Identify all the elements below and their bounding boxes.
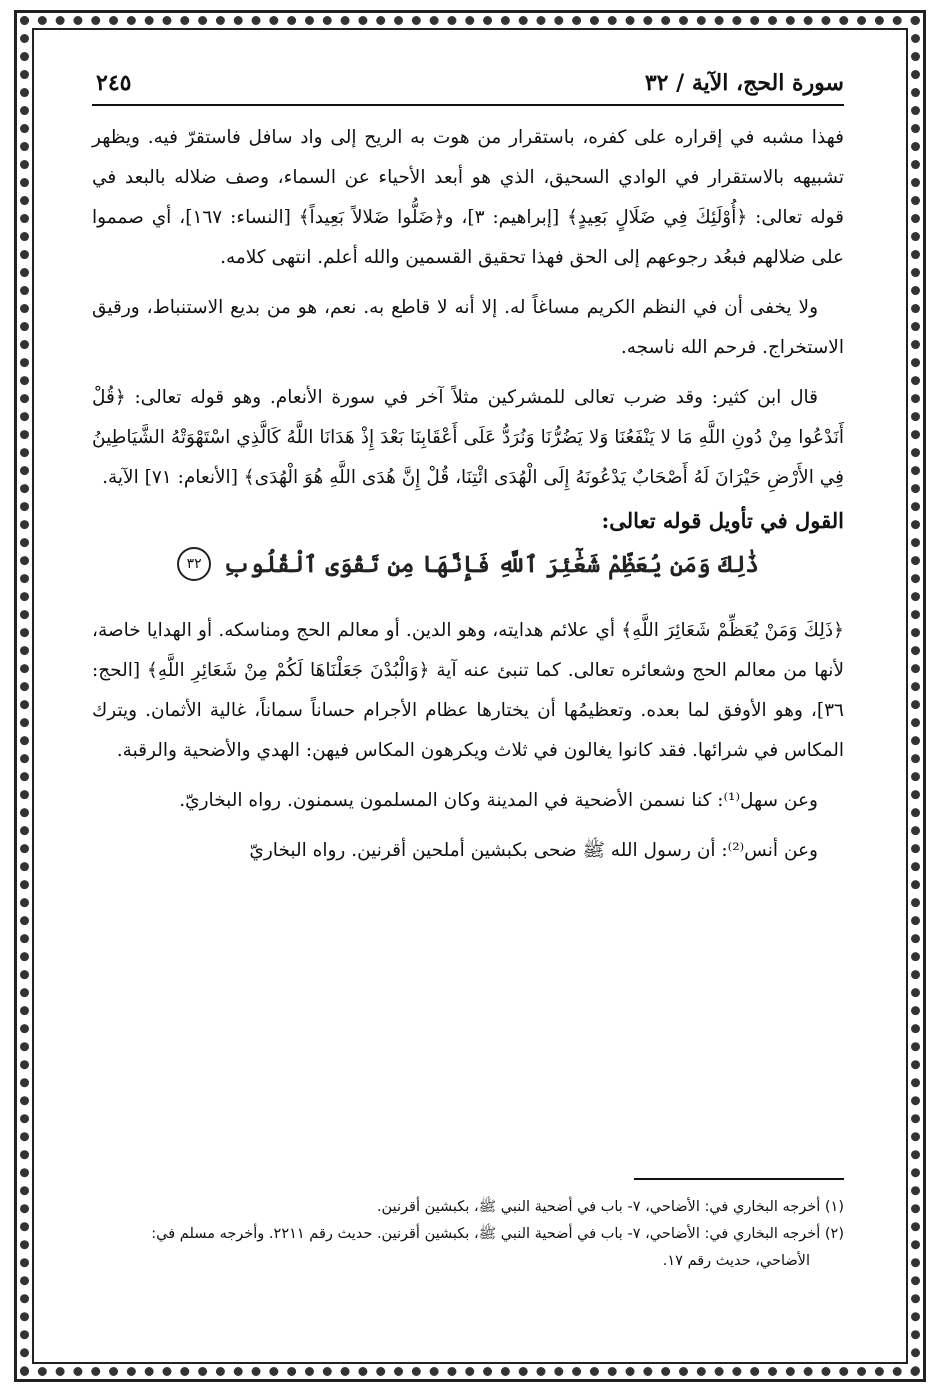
header-rule: [92, 104, 844, 106]
commentary-paragraph: وعن سهل⁽¹⁾: كنا نسمن الأضحية في المدينة وكان المسلمون يسمنون. رواه البخاريّ.: [179, 790, 818, 811]
footnote: (٢) أخرجه البخاري في: الأضاحي، ٧- باب في أضحية النبي ﷺ، بكبشين أقرنين. حديث رقم ٢٢١١. وأخرجه مسلم في: الأضاحي، حديث رقم ١٧.: [151, 1226, 844, 1269]
footnote-rule: [634, 1178, 844, 1180]
page-number: ٢٤٥: [96, 70, 132, 96]
page-header: [92, 60, 844, 104]
paragraph: ولا يخفى أن في النظم الكريم مساغاً له. إلا أنه لا قاطع به. نعم، هو من بديع الاستنباط، ورقيق الاستخراج. فرحم الله ناسجه.: [92, 297, 844, 358]
quran-verse: [92, 547, 844, 581]
verse-number-marker: ٣٢: [177, 547, 211, 581]
paragraph: قال ابن كثير: وقد ضرب تعالى للمشركين مثلاً آخر في سورة الأنعام. وهو قوله تعالى: ﴿قُلْ أَنَدْعُوا مِنْ دُونِ اللَّهِ مَا لا يَنْفَعُنَا وَلا يَضُرُّنَا وَنُرَدُّ عَلَى أَعْقَابِنَا بَعْدَ إِذْ هَدَانَا اللَّهُ كَالَّذِي اسْتَهْوَتْهُ الشَّيَاطِينُ فِي الأَرْضِ حَيْرَانَ لَهُ أَصْحَابٌ يَدْعُونَهُ إِلَى الْهُدَى ائْتِنَا، قُلْ إِنَّ هُدَى اللَّهِ هُوَ الْهُدَى﴾ [الأنعام: ٧١] الآية.: [92, 387, 844, 488]
paragraph: فهذا مشبه في إقراره على كفره، باستقرار من هوت به الريح إلى واد سافل فاستقرّ فيه. ويظهر تشبيهه بالاستقرار في الوادي السحيق، الذي هو أبعد الأحياء عن السماء، وصف ضلاله بالبعد في قوله تعالى: ﴿أُوْلَئِكَ فِي ضَلَالٍ بَعِيدٍ﴾ [إبراهيم: ٣]، و﴿ضَلُّوا ضَلالاً بَعِيداً﴾ [النساء: ١٦٧]، أي صمموا على ضلالهم فبعُد رجوعهم إلى الحق فهذا تحقيق القسمين والله أعلم. انتهى كلامه.: [92, 127, 844, 268]
book-page: [92, 60, 844, 1310]
page-body: [92, 118, 844, 881]
verse-text: ذَٰلِكَ وَمَن يُعَظِّمْ شَعَٰٓئِرَ ٱللَّهِ فَإِنَّهَا مِن تَقْوَى ٱلْقُلُوبِ: [223, 550, 759, 578]
running-title: سورة الحج، الآية / ٣٢: [644, 70, 844, 96]
footnotes: [92, 1178, 844, 1275]
section-heading: القول في تأويل قوله تعالى:: [601, 508, 844, 533]
commentary-paragraph: وعن أنس⁽²⁾: أن رسول الله ﷺ ضحى بكبشين أملحين أقرنين. رواه البخاريّ: [249, 840, 818, 861]
footnote: (١) أخرجه البخاري في: الأضاحي، ٧- باب في أضحية النبي ﷺ، بكبشين أقرنين.: [376, 1199, 844, 1215]
commentary-paragraph: ﴿ذَلِكَ وَمَنْ يُعَظِّمْ شَعَائِرَ اللَّهِ﴾ أي علائم هدايته، وهو الدين. أو معالم الحج ومناسكه. أو الهدايا خاصة، لأنها من معالم الحج وشعائره تعالى. كما تنبئ عنه آية ﴿وَالْبُدْنَ جَعَلْنَاهَا لَكُمْ مِنْ شَعَائِرِ اللَّهِ﴾ [الحج: ٣٦]، وهو الأوفق لما بعده. وتعظيمُها أن يختارها عظام الأجرام حساناً سماناً، غالية الأثمان. ويترك المكاس في شرائها. فقد كانوا يغالون في ثلاث ويكرهون المكاس فيهن: الهدي والأضحية والرقبة.: [92, 620, 844, 761]
